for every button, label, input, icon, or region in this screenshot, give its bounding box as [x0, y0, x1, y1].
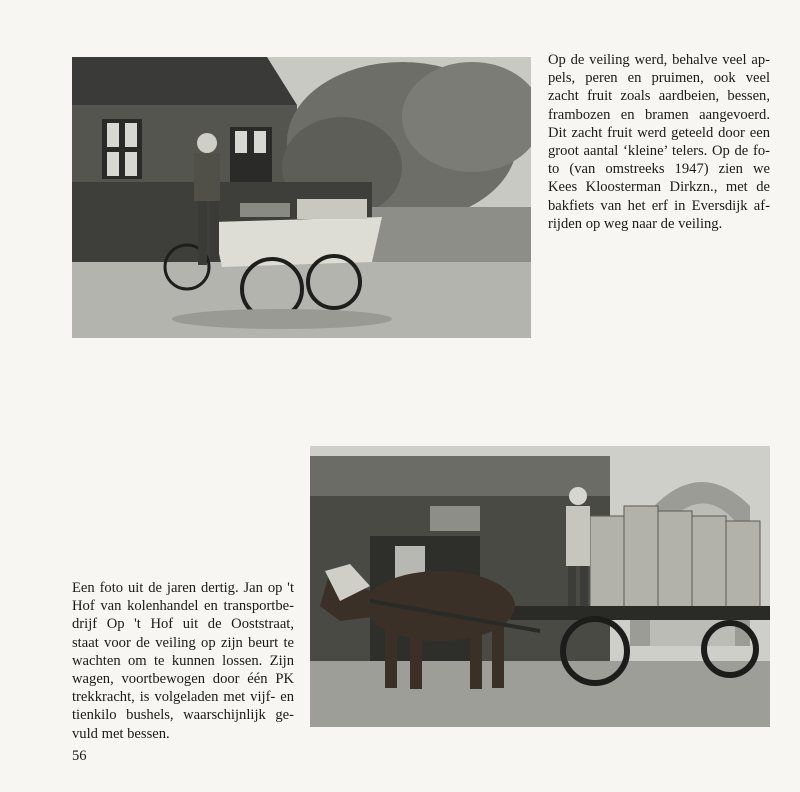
- caption-line: bakfiets van het erf in Eversdijk af-: [548, 197, 770, 214]
- photo-bakfiets: [72, 57, 531, 338]
- caption-line: staat voor de veiling op zijn beurt te: [72, 634, 294, 651]
- caption-line: Een foto uit de jaren dertig. Jan op 't: [72, 580, 294, 596]
- caption-line: Dit zacht fruit werd geteeld door een: [548, 124, 770, 141]
- photo-paard-wagen: [310, 446, 770, 727]
- caption-paard-wagen: [72, 579, 294, 743]
- caption-line: pels, peren en pruimen, ook veel: [548, 70, 770, 87]
- caption-line: tienkilo bushels, waarschijnlijk ge-: [72, 707, 294, 724]
- caption-line: vuld met bessen.: [72, 725, 170, 742]
- caption-line: groot aantal ‘kleine’ telers. Op de fo-: [548, 143, 770, 160]
- caption-bakfiets: [548, 51, 770, 233]
- caption-line: drijf Op 't Hof uit de Ooststraat,: [72, 616, 294, 633]
- page-number: 56: [72, 748, 87, 764]
- caption-line: Kees Kloosterman Dirkzn., met de: [548, 179, 770, 196]
- caption-line: to (van omstreeks 1947) zien we: [548, 161, 770, 178]
- caption-line: trekkracht, is volgeladen met vijf- en: [72, 689, 294, 706]
- caption-line: wagen, voortbewogen door één PK: [72, 671, 294, 688]
- caption-line: Hof van kolenhandel en transportbe-: [72, 598, 294, 615]
- caption-line: zacht fruit zoals aardbeien, bessen,: [548, 88, 770, 105]
- caption-line: frambozen en bramen aangevoerd.: [548, 106, 770, 123]
- caption-line: wachten om te kunnen lossen. Zijn: [72, 652, 294, 669]
- caption-line: rijden op weg naar de veiling.: [548, 215, 723, 232]
- caption-line: Op de veiling werd, behalve veel ap-: [548, 52, 770, 68]
